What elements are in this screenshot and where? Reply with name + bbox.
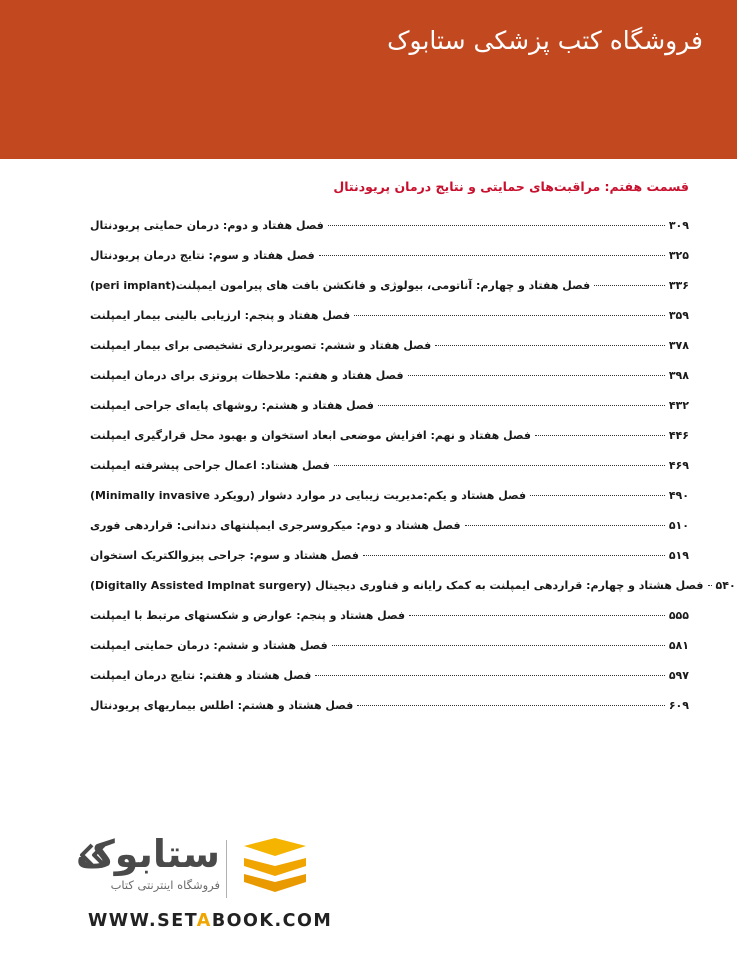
toc-entry[interactable] (90, 249, 689, 279)
toc-entry-page: ۵۵۵ (668, 609, 689, 622)
dot-leader (328, 225, 665, 226)
toc-entry[interactable] (90, 279, 689, 309)
toc-entry-title: فصل هشتاد و یکم:مدیریت زیبایی در موارد دشوار (رویکرد Minimally invasive) (90, 489, 527, 502)
dot-leader (332, 645, 665, 646)
toc-entry[interactable] (90, 339, 689, 369)
toc-entry[interactable] (90, 519, 689, 549)
url-part-2: BOOK.COM (211, 911, 333, 931)
logo-wordmark: ستابوک (75, 832, 220, 876)
dot-leader (363, 555, 665, 556)
toc-entry-title: فصل هفتاد و هفتم: ملاحظات پروتزی برای درمان ایمپلنت (90, 369, 404, 382)
header-banner (0, 0, 737, 159)
toc-entry[interactable] (90, 219, 689, 249)
toc-entry[interactable] (90, 429, 689, 459)
toc-entry-title: فصل هفتاد و هشتم: روشهای پایه‌ای جراحی ایمپلنت (90, 399, 375, 412)
book-stack-icon (238, 836, 312, 898)
page-title: فروشگاه کتب پزشکی ستابوک (387, 26, 703, 55)
dot-leader (530, 495, 665, 496)
toc-entry-page: ۳۹۸ (668, 369, 689, 382)
toc-entry-page: ۳۰۹ (668, 219, 689, 232)
toc-entry-page: ۵۱۰ (668, 519, 689, 532)
double-chevron-icon (78, 842, 108, 868)
dot-leader (315, 675, 665, 676)
toc-entry-title: فصل هشتاد و هشتم: اطلس بیماریهای پریودنتال (90, 699, 354, 712)
toc-entry[interactable] (90, 609, 689, 639)
toc-entry-title: فصل هشتاد و دوم: میکروسرجری ایمپلنتهای دندانی: قراردهی فوری (90, 519, 461, 532)
dot-leader (435, 345, 665, 346)
dot-leader (319, 255, 665, 256)
toc-entry-title: فصل هشتاد و پنجم: عوارض و شکستهای مرتبط با ایمپلنت (90, 609, 406, 622)
toc-entry[interactable] (90, 699, 689, 729)
toc-entry-page: ۵۸۱ (668, 639, 689, 652)
dot-leader (354, 315, 665, 316)
toc-entry-page: ۴۴۶ (668, 429, 689, 442)
dot-leader (357, 705, 665, 706)
toc-entry-title: فصل هشتاد و ششم: درمان حمایتی ایمپلنت (90, 639, 328, 652)
toc-entry[interactable] (90, 399, 689, 429)
toc-entry-page: ۴۶۹ (668, 459, 689, 472)
toc-entry-title: فصل هشتاد و سوم: جراحی پیزوالکتریک استخوان (90, 549, 359, 562)
toc-entry-title: فصل هشتاد: اعمال جراحی پیشرفته ایمپلنت (90, 459, 330, 472)
toc-entry[interactable] (90, 309, 689, 339)
toc-entry[interactable] (90, 579, 736, 609)
toc-entry-page: ۴۳۲ (668, 399, 689, 412)
toc-entry-title: فصل هشتاد و چهارم: قراردهی ایمپلنت به کمک رایانه و فناوری دیجیتال (Digitally Assisted Implnat surgery) (90, 579, 704, 592)
toc-entry-title: فصل هفتاد و ششم: تصویربرداری تشخیصی برای بیمار ایمپلنت (90, 339, 432, 352)
toc-entry-page: ۴۹۰ (668, 489, 689, 502)
toc-entry[interactable] (90, 459, 689, 489)
toc-entry-title: فصل هفتاد و سوم: نتایج درمان پریودنتال (90, 249, 315, 262)
url-part-1: WWW.SET (88, 911, 197, 931)
toc-entry[interactable] (90, 639, 689, 669)
dot-leader (535, 435, 665, 436)
toc-entry-page: ۳۲۵ (668, 249, 689, 262)
logo-tagline: فروشگاه اینترنتی کتاب (110, 878, 220, 892)
dot-leader (378, 405, 665, 406)
dot-leader (408, 375, 665, 376)
toc-entry-page: ۳۷۸ (668, 339, 689, 352)
toc-entry-page: ۶۰۹ (668, 699, 689, 712)
toc-entry-page: ۵۱۹ (668, 549, 689, 562)
toc-entry[interactable] (90, 669, 689, 699)
dot-leader (465, 525, 665, 526)
toc-entry-page: ۳۵۹ (668, 309, 689, 322)
toc-entry-title: فصل هفتاد و چهارم: آناتومی، بیولوژی و فانکشن بافت های پیرامون ایمپلنت(peri implant) (90, 279, 591, 292)
dot-leader (708, 585, 712, 586)
website-url[interactable] (88, 911, 332, 931)
toc-entry-title: فصل هشتاد و هفتم: نتایج درمان ایمپلنت (90, 669, 312, 682)
dot-leader (334, 465, 665, 466)
toc-entry-title: فصل هفتاد و دوم: درمان حمایتی پریودنتال (90, 219, 324, 232)
toc-entry[interactable] (90, 369, 689, 399)
table-of-contents (90, 219, 736, 729)
toc-entry-title: فصل هفتاد و نهم: افزایش موضعی ابعاد استخوان و بهبود محل قرارگیری ایمپلنت (90, 429, 531, 442)
dot-leader (409, 615, 665, 616)
toc-entry[interactable] (90, 549, 689, 579)
dot-leader (594, 285, 665, 286)
toc-entry[interactable] (90, 489, 689, 519)
url-accent-letter: A (196, 911, 212, 931)
toc-entry-page: ۵۴۰ (715, 579, 736, 592)
toc-entry-title: فصل هفتاد و پنجم: ارزیابی بالینی بیمار ایمپلنت (90, 309, 351, 322)
toc-entry-page: ۵۹۷ (668, 669, 689, 682)
logo-divider (226, 840, 227, 898)
section-heading: قسمت هفتم: مراقبت‌های حمایتی و نتایج درمان پریودنتال (333, 179, 689, 194)
toc-entry-page: ۳۳۶ (668, 279, 689, 292)
